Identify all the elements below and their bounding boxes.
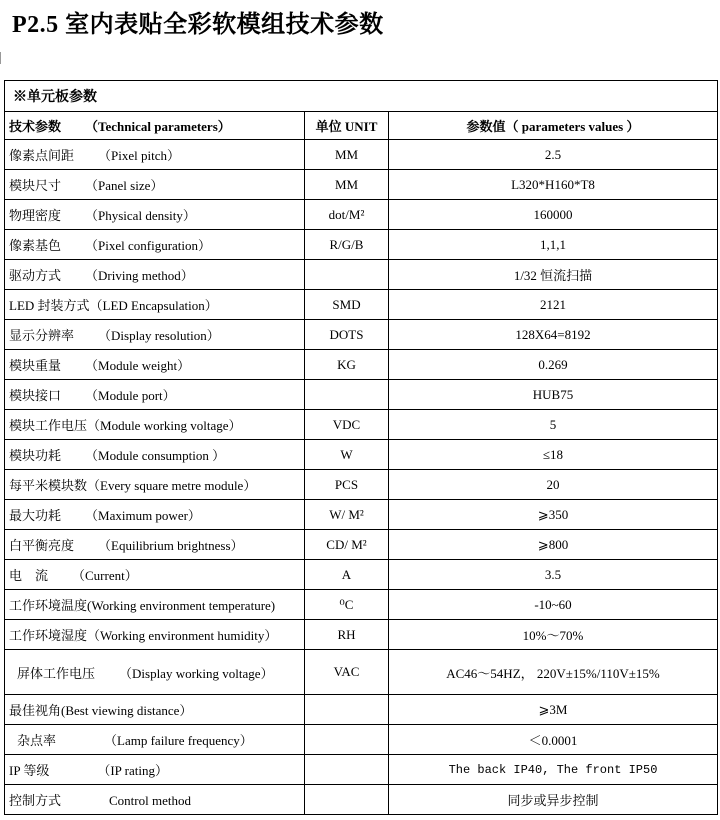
param-cn: 模块功耗 bbox=[9, 448, 62, 463]
param-en: （Pixel configuration） bbox=[85, 238, 212, 253]
table-row bbox=[5, 410, 718, 440]
value-cell: 160000 bbox=[389, 200, 718, 230]
param-cn: 屏体工作电压 bbox=[17, 665, 96, 681]
param-cn: 工作环境温度 bbox=[9, 598, 88, 613]
param-cell bbox=[5, 350, 305, 380]
value-cell: ＜0.0001 bbox=[389, 725, 718, 755]
param-cell bbox=[5, 530, 305, 560]
header-param bbox=[5, 112, 305, 140]
table-row bbox=[5, 590, 718, 620]
param-en: Control method bbox=[109, 793, 191, 808]
unit-cell bbox=[305, 260, 389, 290]
unit-cell bbox=[305, 725, 389, 755]
param-en: （Driving method） bbox=[85, 268, 194, 283]
unit-cell: W bbox=[305, 440, 389, 470]
value-cell: ⩾350 bbox=[389, 500, 718, 530]
unit-cell: SMD bbox=[305, 290, 389, 320]
page-title: P2.5 室内表贴全彩软模组技术参数 bbox=[12, 12, 384, 38]
param-en: （Maximum power） bbox=[85, 508, 201, 523]
table-row bbox=[5, 620, 718, 650]
param-cell bbox=[5, 785, 305, 815]
param-cell bbox=[5, 650, 305, 695]
param-en: （Physical density） bbox=[85, 208, 196, 223]
table-row bbox=[5, 440, 718, 470]
value-cell: ⩾3M bbox=[389, 695, 718, 725]
value-cell: 128X64=8192 bbox=[389, 320, 718, 350]
param-en: （Panel size） bbox=[85, 178, 164, 193]
unit-cell: RH bbox=[305, 620, 389, 650]
param-en: （LED Encapsulation） bbox=[89, 298, 218, 313]
param-cell bbox=[5, 560, 305, 590]
unit-cell: MM bbox=[305, 140, 389, 170]
table-row bbox=[5, 200, 718, 230]
param-cell bbox=[5, 230, 305, 260]
param-en: （Display resolution） bbox=[98, 328, 220, 343]
param-en: （Working environment humidity） bbox=[87, 628, 278, 643]
param-en: （Lamp failure frequency） bbox=[104, 733, 253, 748]
param-en: (Best viewing distance） bbox=[61, 703, 193, 718]
param-en: （Module port） bbox=[85, 388, 176, 403]
param-en: （Module weight） bbox=[85, 358, 191, 373]
table-row bbox=[5, 530, 718, 560]
table-row bbox=[5, 170, 718, 200]
header-param-cn: 技术参数 bbox=[9, 119, 62, 134]
unit-cell: KG bbox=[305, 350, 389, 380]
param-cn: LED 封装方式 bbox=[9, 298, 90, 313]
unit-cell: MM bbox=[305, 170, 389, 200]
unit-cell: DOTS bbox=[305, 320, 389, 350]
unit-cell: CD/ M² bbox=[305, 530, 389, 560]
param-cn: 模块接口 bbox=[9, 388, 62, 403]
unit-cell bbox=[305, 380, 389, 410]
table-row bbox=[5, 695, 718, 725]
param-cell bbox=[5, 590, 305, 620]
param-cn: 电 流 bbox=[9, 568, 49, 583]
unit-cell: VAC bbox=[305, 650, 389, 695]
param-cn: 显示分辨率 bbox=[9, 328, 75, 343]
param-cn: 最大功耗 bbox=[9, 508, 62, 523]
unit-cell bbox=[305, 755, 389, 785]
value-cell: 2121 bbox=[389, 290, 718, 320]
param-cell bbox=[5, 320, 305, 350]
value-cell: 2.5 bbox=[389, 140, 718, 170]
value-cell: ⩾800 bbox=[389, 530, 718, 560]
table-row bbox=[5, 320, 718, 350]
unit-cell: PCS bbox=[305, 470, 389, 500]
param-en: （Module consumption ） bbox=[85, 448, 226, 463]
table-row bbox=[5, 260, 718, 290]
param-cn: 工作环境湿度 bbox=[9, 628, 88, 643]
header-row bbox=[5, 112, 718, 140]
param-cell bbox=[5, 695, 305, 725]
param-cn: 驱动方式 bbox=[9, 268, 62, 283]
table-row bbox=[5, 650, 718, 695]
param-cn: 像素点间距 bbox=[9, 148, 75, 163]
param-cn: 物理密度 bbox=[9, 208, 62, 223]
value-cell: HUB75 bbox=[389, 380, 718, 410]
value-cell: 0.269 bbox=[389, 350, 718, 380]
param-cn: 像素基色 bbox=[9, 238, 62, 253]
value-cell: 20 bbox=[389, 470, 718, 500]
unit-cell bbox=[305, 695, 389, 725]
param-cell bbox=[5, 290, 305, 320]
unit-cell: VDC bbox=[305, 410, 389, 440]
param-cell bbox=[5, 755, 305, 785]
value-cell: 3.5 bbox=[389, 560, 718, 590]
table-row bbox=[5, 290, 718, 320]
param-en: （Module working voltage） bbox=[87, 418, 242, 433]
table-row bbox=[5, 755, 718, 785]
param-cn: 最佳视角 bbox=[9, 703, 62, 718]
unit-cell: A bbox=[305, 560, 389, 590]
param-cn: 杂点率 bbox=[17, 733, 57, 748]
param-cell bbox=[5, 170, 305, 200]
table-row bbox=[5, 380, 718, 410]
header-param-en: （Technical parameters） bbox=[85, 119, 231, 134]
value-cell: ≤18 bbox=[389, 440, 718, 470]
param-cn: 模块重量 bbox=[9, 358, 62, 373]
param-cell bbox=[5, 410, 305, 440]
value-cell: 1/32 恒流扫描 bbox=[389, 260, 718, 290]
value-cell: AC46～54HZ， 220V±15%/110V±15% bbox=[389, 650, 718, 695]
param-cell bbox=[5, 380, 305, 410]
header-unit: 单位 UNIT bbox=[305, 112, 389, 140]
param-cn: 模块尺寸 bbox=[9, 178, 62, 193]
param-en: (Working environment temperature) bbox=[87, 598, 276, 613]
unit-cell bbox=[305, 785, 389, 815]
unit-cell: dot/M² bbox=[305, 200, 389, 230]
unit-cell: W/ M² bbox=[305, 500, 389, 530]
param-cell bbox=[5, 620, 305, 650]
table-row bbox=[5, 230, 718, 260]
param-cn: IP 等级 bbox=[9, 763, 50, 778]
param-cell bbox=[5, 440, 305, 470]
param-cell bbox=[5, 200, 305, 230]
value-cell: The back IP40, The front IP50 bbox=[389, 755, 718, 785]
value-cell: 10%～70% bbox=[389, 620, 718, 650]
param-cell bbox=[5, 725, 305, 755]
section-title: ※单元板参数 bbox=[5, 81, 718, 112]
param-cell bbox=[5, 140, 305, 170]
param-cell bbox=[5, 260, 305, 290]
param-cell bbox=[5, 500, 305, 530]
param-en: （Display working voltage） bbox=[119, 665, 274, 681]
table-row bbox=[5, 725, 718, 755]
param-cn: 白平衡亮度 bbox=[9, 538, 75, 553]
param-cn: 模块工作电压 bbox=[9, 418, 88, 433]
margin-mark bbox=[0, 52, 4, 64]
table-row bbox=[5, 560, 718, 590]
table-row bbox=[5, 140, 718, 170]
param-cell bbox=[5, 470, 305, 500]
param-en: （Equilibrium brightness） bbox=[98, 538, 244, 553]
param-en: （Pixel pitch） bbox=[98, 148, 180, 163]
table-row bbox=[5, 470, 718, 500]
value-cell: 同步或异步控制 bbox=[389, 785, 718, 815]
param-en: （Current） bbox=[72, 568, 138, 583]
param-en: （Every square metre module） bbox=[87, 478, 257, 493]
spec-table bbox=[4, 80, 718, 815]
table-row bbox=[5, 785, 718, 815]
value-cell: L320*H160*T8 bbox=[389, 170, 718, 200]
unit-cell: ⁰C bbox=[305, 590, 389, 620]
unit-cell: R/G/B bbox=[305, 230, 389, 260]
param-cn: 每平米模块数 bbox=[9, 478, 88, 493]
section-row bbox=[5, 81, 718, 112]
header-value: 参数值（ parameters values ） bbox=[389, 112, 718, 140]
value-cell: 1,1,1 bbox=[389, 230, 718, 260]
table-row bbox=[5, 500, 718, 530]
param-cn: 控制方式 bbox=[9, 793, 62, 808]
param-en: （IP rating） bbox=[97, 763, 168, 778]
value-cell: -10~60 bbox=[389, 590, 718, 620]
value-cell: 5 bbox=[389, 410, 718, 440]
table-row bbox=[5, 350, 718, 380]
